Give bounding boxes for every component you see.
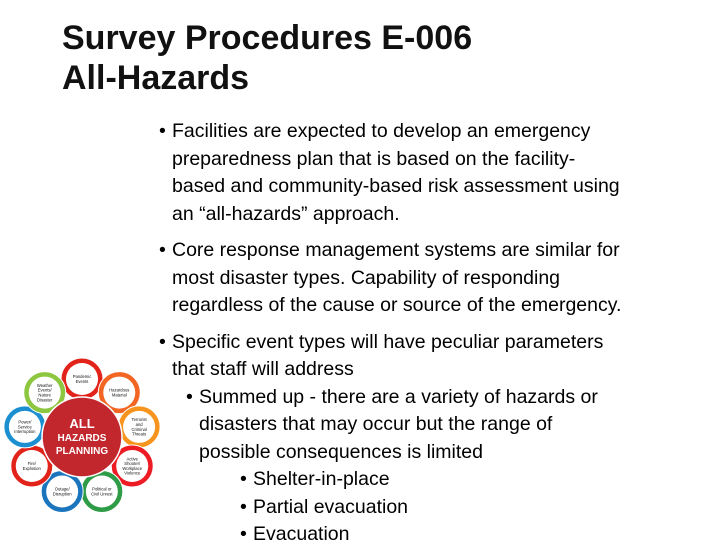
hazard-petal-label: Weather Events/ Nature Disaster: [36, 382, 53, 403]
bullet-text-line: possible consequences is limited: [199, 440, 483, 463]
hazard-petal-label: Terrorist and Criminal Threats: [131, 417, 147, 437]
bullet-specific-events: [155, 329, 710, 384]
title-line-1: Survey Procedures E-006: [62, 19, 473, 57]
bullet-dot: •: [159, 239, 166, 261]
bullet-text-line: Shelter-in-place: [253, 468, 390, 490]
hazard-petal-label: Political or Civil Unrest: [91, 486, 113, 497]
hazard-center-label: ALL: [69, 416, 95, 431]
bullet-text-line: that staff will address: [172, 358, 354, 380]
bullet-dot: •: [240, 523, 247, 545]
all-hazards-planning-graphic: [2, 345, 162, 525]
bullet-text-line: Specific event types will have peculiar parameters: [172, 330, 604, 353]
hazard-petal-label: Active Shooter/ Workplace Violence: [122, 456, 143, 476]
bullet-dot: •: [186, 385, 193, 408]
sub-bullet-summed-up: [155, 384, 710, 467]
bullet-text-line: Summed up - there are a variety of hazards or: [199, 385, 598, 408]
all-hazards-wheel: [2, 345, 162, 525]
sub-sub-bullet-partial-evacuation: [155, 494, 710, 522]
bullet-text-line: Facilities are expected to develop an emergency: [172, 120, 591, 142]
bullet-text-line: based and community-based risk assessment using: [172, 175, 620, 197]
slide-body: [155, 118, 710, 549]
bullet-text-line: an “all-hazards” approach.: [172, 202, 400, 225]
bullet-text-line: disasters that may occur but the range of: [199, 413, 553, 435]
hazard-petal-label: Outage/ Disruption: [52, 486, 72, 497]
bullet-core-response: [155, 237, 710, 320]
title-line-2: All-Hazards: [62, 59, 250, 97]
bullet-text-line: Partial evacuation: [253, 495, 409, 518]
bullet-text-line: preparedness plan that is based on the facility-: [172, 147, 576, 170]
bullet-text-line: regardless of the cause or source of the emergency.: [172, 294, 622, 316]
hazard-petal-label: Pandemic Events: [72, 374, 92, 384]
sub-sub-bullet-evacuation: [155, 521, 710, 549]
slide-title: [62, 18, 662, 98]
bullet-dot: •: [159, 330, 166, 353]
bullet-text-line: most disaster types. Capability of responding: [172, 266, 561, 289]
bullet-facilities: [155, 118, 710, 228]
bullet-dot: •: [240, 495, 247, 518]
hazard-center-label: PLANNING: [55, 446, 109, 457]
hazard-center-label: HAZARDS: [57, 433, 107, 444]
hazard-petal: [118, 406, 160, 448]
hazard-petal: [61, 358, 103, 400]
hazard-petal-label: Power/ Service Interruption: [14, 419, 36, 435]
bullet-dot: •: [240, 468, 247, 490]
hazard-petal-label: Fire/ Explosion: [22, 461, 41, 471]
sub-sub-bullet-shelter: [155, 466, 710, 494]
bullet-text-line: Evacuation: [253, 523, 350, 545]
hazard-petal-label: Hazardous Material: [109, 387, 130, 398]
bullet-text-line: Core response management systems are similar for: [172, 239, 620, 261]
bullet-dot: •: [159, 120, 166, 142]
